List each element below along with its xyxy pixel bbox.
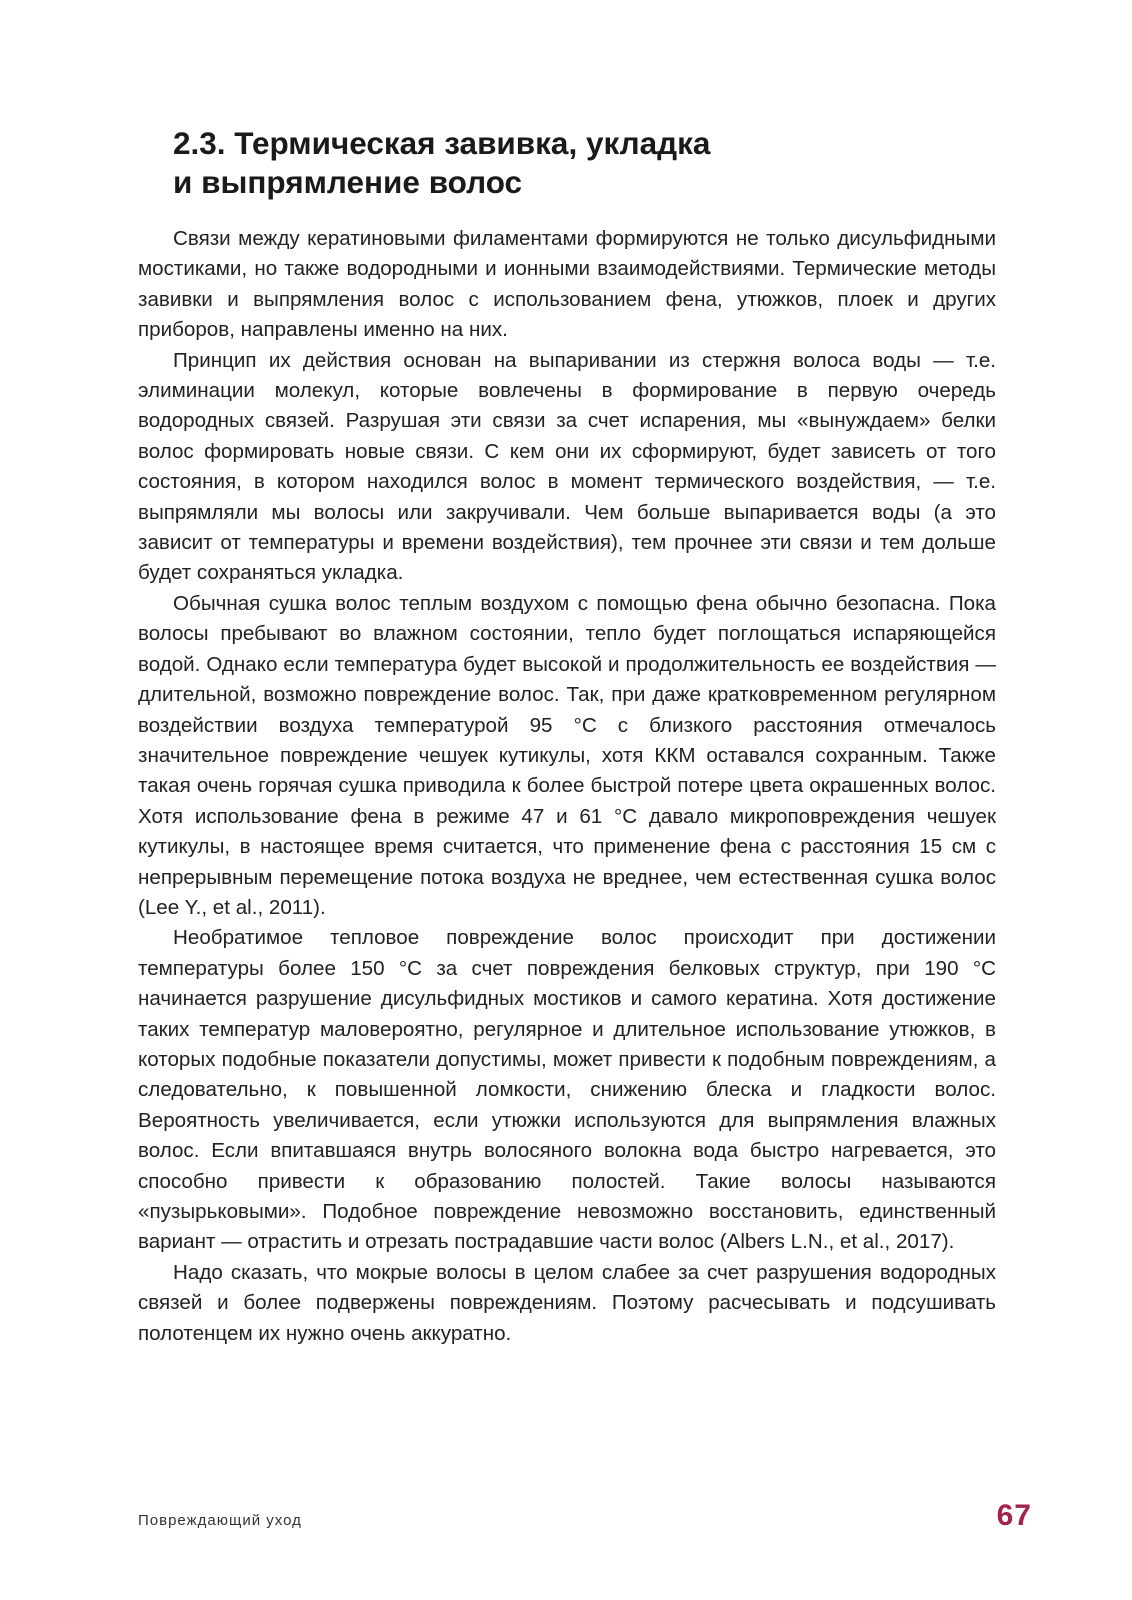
section-heading-line-1: 2.3. Термическая завивка, укладка xyxy=(173,125,711,161)
running-footer-title: Повреждающий уход xyxy=(138,1512,302,1529)
paragraph-4: Необратимое тепловое повреждение волос происходит при достижении температуры более 150 °С за счет повреждения белковых структур, при 190 °С начинается разрушение дисульфидных мостиков и самого кератина. Хотя достижение таких температур маловероятно, регулярное и длительное использование утюжков, в которых подобные показатели допустимы, может привести к подобным повреждениям, а следовательно, к повышенной ломкости, снижению блеска и гладкости волос. Вероятность увеличивается, если утюжки используются для выпрямления влажных волос. Если впитавшаяся внутрь волосяного волокна вода быстро нагревается, это способно привести к образованию полостей. Такие волосы называются «пузырьковыми». Подобное повреждение невозможно восстановить, единственный вариант — отрастить и отрезать пострадавшие части волос (Albers L.N., et al., 2017). xyxy=(138,926,996,1254)
section-heading-line-2: и выпрямление волос xyxy=(173,164,523,200)
paragraph-1: Связи между кератиновыми филаментами формируются не только дисульфидными мостиками, но также водородными и ионными взаимодействиями. Термические методы завивки и выпрямления волос с использованием фена, утюжков, плоек и других приборов, направлены именно на них. xyxy=(138,227,996,342)
body-text xyxy=(138,224,996,1349)
section-heading xyxy=(173,124,993,202)
paragraph-3: Обычная сушка волос теплым воздухом с помощью фена обычно безопасна. Пока волосы пребывают во влажном состоянии, тепло будет поглощаться испаряющейся водой. Однако если температура будет высокой и продолжительность ее воздействия — длительной, возможно повреждение волос. Так, при даже кратковременном регулярном воздействии воздуха температурой 95 °С с близкого расстояния отмечалось значительное повреждение чешуек кутикулы, хотя ККМ оставался сохранным. Также такая очень горячая сушка приводила к более быстрой потере цвета окрашенных волос. Хотя использование фена в режиме 47 и 61 °С давало микроповреждения чешуек кутикулы, в настоящее время считается, что применение фена с расстояния 15 см с непрерывным перемещение потока воздуха не вреднее, чем естественная сушка волос (Lee Y., et al., 2011). xyxy=(138,591,996,919)
paragraph-5: Надо сказать, что мокрые волосы в целом слабее за счет разрушения водородных связей и более подвержены повреждениям. Поэтому расчесывать и подсушивать полотенцем их нужно очень аккуратно. xyxy=(138,1260,996,1345)
paragraph-2: Принцип их действия основан на выпаривании из стержня волоса воды — т.е. элиминации молекул, которые вовлечены в формирование в первую очередь водородных связей. Разрушая эти связи за счет испарения, мы «вынуждаем» белки волос формировать новые связи. С кем они их сформируют, будет зависеть от того состояния, в котором находился волос в момент термического воздействия, — т.е. выпрямляли мы волосы или закручивали. Чем больше выпаривается воды (а это зависит от температуры и времени воздействия), тем прочнее эти связи и тем дольше будет сохраняться укладка. xyxy=(138,348,996,585)
page-number: 67 xyxy=(996,1499,1032,1532)
